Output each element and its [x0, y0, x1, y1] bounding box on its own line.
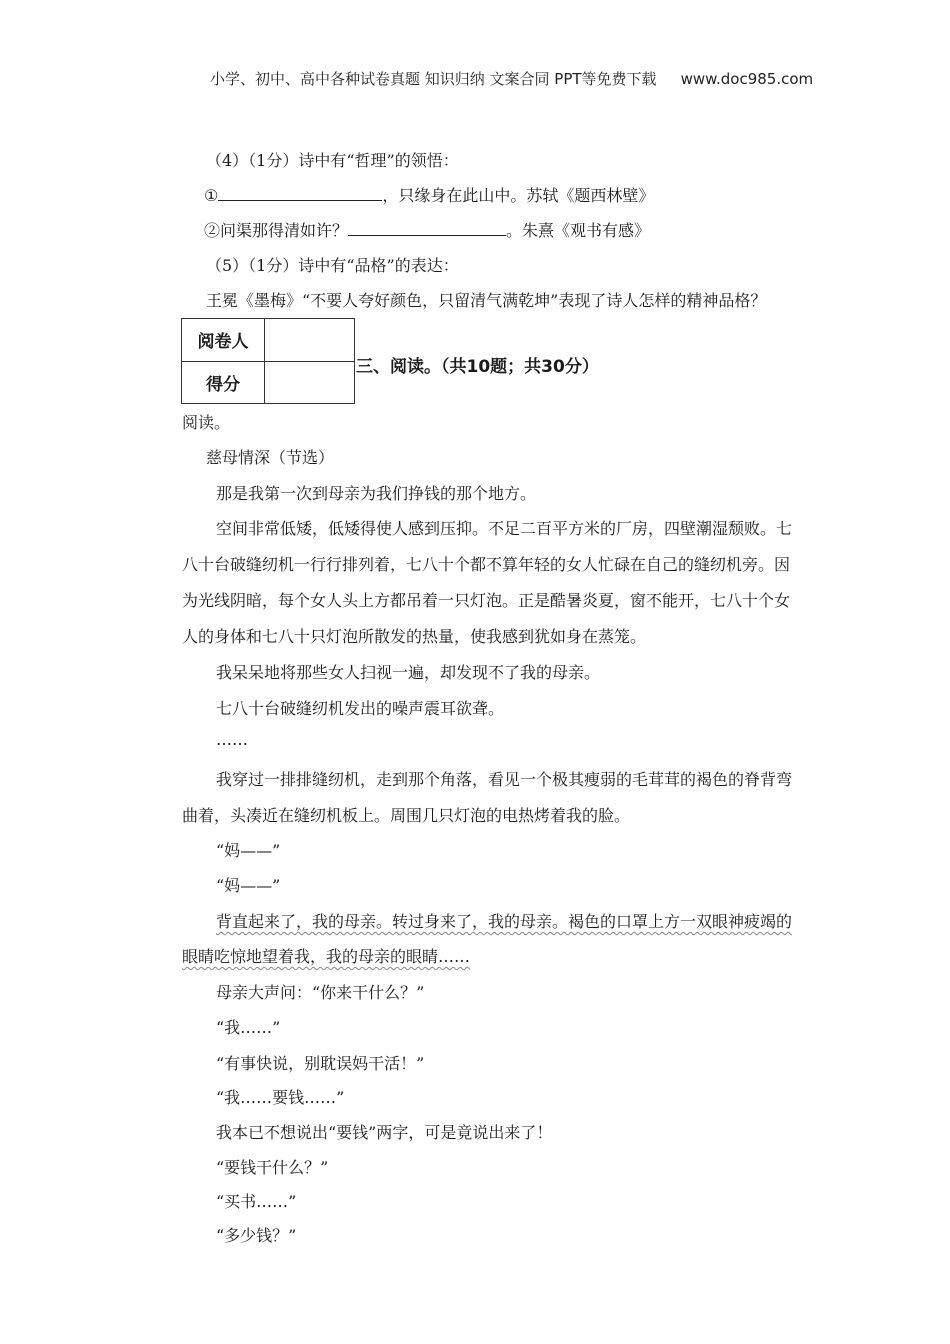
section-title: 三、阅读。（共10题；共30分） — [356, 357, 599, 377]
score-cell[interactable] — [265, 361, 355, 404]
paragraph-10: “我……” — [216, 1018, 281, 1037]
reading-intro: 阅读。 — [182, 413, 231, 432]
answer-blank-1[interactable] — [218, 185, 382, 201]
q4-line2 — [204, 218, 650, 241]
paragraph-14: “要钱干什么？” — [216, 1158, 329, 1177]
paragraph-3: 我呆呆地将那些女人扫视一遍，却发现不了我的母亲。 — [216, 663, 601, 682]
paragraph-5-line-1: 我穿过一排排缝纫机，走到那个角落，看见一个极其瘦弱的毛茸茸的褐色的脊背弯 — [216, 770, 793, 789]
paragraph-11: “有事快说，别耽误妈干活！” — [216, 1054, 425, 1073]
q4-line1-prefix: ① — [204, 186, 219, 205]
q4-line2-suffix: 。朱熹《观书有感》 — [506, 221, 651, 240]
header-text: 小学、初中、高中各种试卷真题 知识归纳 文案合同 PPT等免费下载 — [210, 70, 657, 88]
paragraph-13: 我本已不想说出“要钱”两字，可是竟说出来了！ — [216, 1123, 553, 1142]
score-label: 得分 — [182, 361, 265, 404]
paragraph-15: “买书……” — [216, 1192, 297, 1211]
header-site: www.doc985.com — [680, 70, 814, 88]
paragraph-4: 七八十台破缝纫机发出的噪声震耳欲聋。 — [216, 699, 505, 718]
q4-line2-prefix: ②问渠那得清如许？ — [204, 221, 349, 240]
paragraph-9: 母亲大声问：“你来干什么？” — [216, 983, 425, 1002]
paragraph-8-line-2: 眼睛吃惊地望着我，我的母亲的眼睛…… — [182, 947, 471, 966]
paragraph-2-line-3: 为光线阴暗，每个女人头上方都吊着一只灯泡。正是酷暑炎夏，窗不能开，七八十个女 — [182, 591, 791, 610]
paragraph-2-line-2: 八十台破缝纫机一行行排列着，七八十个都不算年轻的女人忙碌在自己的缝纫机旁。因 — [182, 555, 791, 574]
q4-title: （4）（1分）诗中有“哲理”的领悟： — [206, 151, 459, 170]
q4-line1-suffix: ，只缘身在此山中。苏轼《题西林壁》 — [382, 186, 655, 205]
paragraph-16: “多少钱？” — [216, 1226, 297, 1245]
q5-title: （5）（1分）诗中有“品格”的表达： — [206, 256, 459, 275]
paragraph-2-line-1: 空间非常低矮，低矮得使人感到压抑。不足二百平方米的厂房，四壁潮湿颓败。七 — [216, 519, 793, 538]
reviewer-cell[interactable] — [265, 319, 355, 362]
paragraph-12: “我……要钱……” — [216, 1088, 345, 1107]
passage-title: 慈母情深（节选） — [206, 448, 335, 467]
paragraph-1: 那是我第一次到母亲为我们挣钱的那个地方。 — [216, 484, 537, 503]
score-table — [181, 318, 355, 404]
page-header — [210, 68, 813, 89]
q4-line1 — [204, 183, 654, 206]
paragraph-6: “妈——” — [216, 841, 281, 860]
reviewer-label: 阅卷人 — [182, 319, 265, 362]
paragraph-5-line-2: 曲着，头凑近在缝纫机板上。周围几只灯泡的电热烤着我的脸。 — [182, 806, 631, 825]
paragraph-8-line-1: 背直起来了，我的母亲。转过身来了，我的母亲。褐色的口罩上方一双眼神疲竭的 — [216, 912, 793, 931]
paragraph-7: “妈——” — [216, 876, 281, 895]
paragraph-2-line-4: 人的身体和七八十只灯泡所散发的热量，使我感到犹如身在蒸笼。 — [182, 627, 647, 646]
answer-blank-2[interactable] — [348, 220, 506, 236]
q5-question: 王冕《墨梅》“不要人夸好颜色，只留清气满乾坤”表现了诗人怎样的精神品格？ — [206, 291, 767, 310]
ellipsis: …… — [216, 730, 248, 749]
